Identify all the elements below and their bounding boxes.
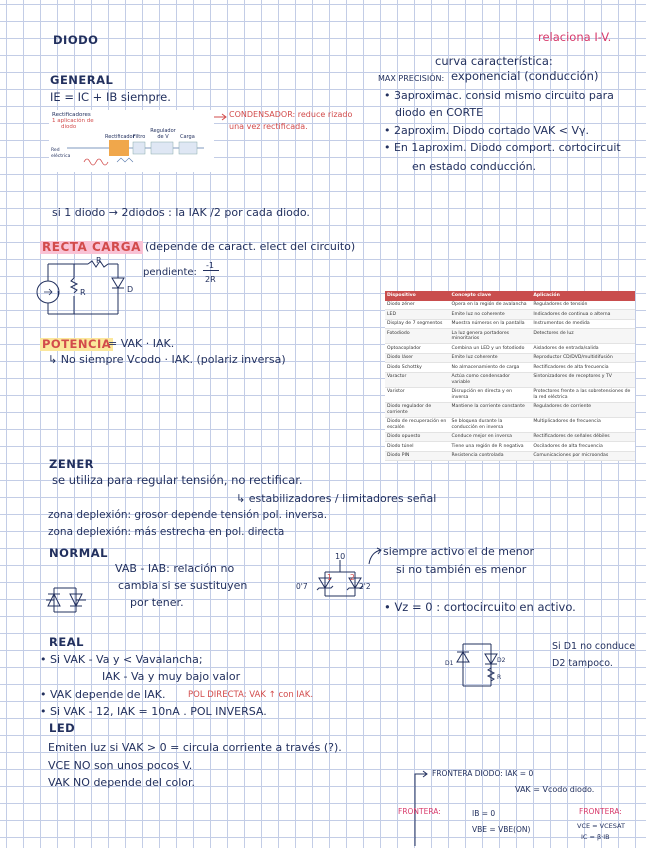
normal-line2: cambia si se sustituyen <box>118 579 248 592</box>
diagram-title-3: diodo <box>61 124 77 130</box>
cell-concept: Disrupción en directa y en inversa <box>450 387 532 402</box>
normal-arrow-note-2: si no también es menor <box>396 563 527 576</box>
cell-application: Indicadores de continua o alterna <box>531 310 635 320</box>
zener-line3: zona deplexión: grosor depende tensión pol. inversa. <box>48 509 328 521</box>
led-heading: LED <box>49 721 76 735</box>
power-heading: POTENCIA <box>42 337 112 351</box>
cell-application: Multiplicadores de frecuencia <box>531 417 635 432</box>
page-title: DIODO <box>53 33 99 47</box>
zener-heading: ZENER <box>49 457 95 471</box>
slope-fraction-bar <box>203 270 219 271</box>
cell-application: Aisladores de entrada/salida <box>531 344 635 354</box>
cell-concept: Mantiene la corriente constante <box>450 402 532 417</box>
cell-application: Sintonizadores de receptores y TV <box>531 372 635 387</box>
approx1-line2: en estado conducción. <box>412 160 537 173</box>
slope-label: pendiente: <box>143 267 197 278</box>
cell-concept: Actúa como condensador variable <box>450 372 532 387</box>
curve-label: curva característica: <box>435 54 553 68</box>
table-row <box>385 417 635 432</box>
node-2-label: 2 <box>350 573 355 582</box>
table-header-application: Aplicación <box>531 291 635 301</box>
real-line4: • Si VAK - 12, IAK = 10nA . POL INVERSA. <box>40 705 267 718</box>
cell-concept: Conduce mejor en inversa <box>450 432 532 442</box>
vz-note: • Vz = 0 : cortocircuito en activo. <box>384 600 576 614</box>
block-regulador <box>151 142 173 154</box>
real-heading: REAL <box>49 635 84 649</box>
load-line-note: (depende de caract. elect del circuito) <box>145 240 356 253</box>
real-line2: IAK - Va y muy bajo valor <box>102 670 241 683</box>
diagram-title-2: 1 aplicación de <box>52 118 94 124</box>
r-label: R <box>497 674 502 681</box>
cell-device: Diodo láser <box>385 353 450 363</box>
antiparallel-diodes-symbol <box>46 580 106 620</box>
condenser-note-line1: CONDENSADOR: reduce rizado <box>229 110 353 119</box>
block-label-regulador: Regulador de V <box>150 128 176 140</box>
cell-concept: Muestra números en la pantalla <box>450 319 532 329</box>
table-row <box>385 310 635 320</box>
diagram-blocks <box>49 110 214 172</box>
cell-device: Optoacoplador <box>385 344 450 354</box>
table-row <box>385 387 635 402</box>
table-row <box>385 344 635 354</box>
approx1-line1: • En 1aproxim. Diodo comport. cortocircuit <box>384 141 621 154</box>
cell-application: Reguladores de tensión <box>531 301 635 310</box>
cell-concept: Emite luz no coherente <box>450 310 532 320</box>
ib-equation: IB = 0 <box>472 809 496 818</box>
max-precision-value: exponencial (conducción) <box>451 69 599 83</box>
cell-concept: Combina un LED y un fotodiodo <box>450 344 532 354</box>
real-line1: • Si VAK - Va y < Vavalancha; <box>40 653 203 666</box>
diode-applications-table <box>385 291 635 461</box>
left-zener-voltage: 0'7 <box>296 582 308 591</box>
cell-application: Osciladores de alta frecuencia <box>531 442 635 452</box>
cell-concept: Resistencia controlada <box>450 451 532 461</box>
cell-device: Diodo túnel <box>385 442 450 452</box>
circuit-top-value: 10 <box>335 552 346 561</box>
cell-device: Diodo opuesto <box>385 432 450 442</box>
zener-line4: zona deplexión: más estrecha en pol. directa <box>48 526 285 538</box>
general-heading: GENERAL <box>50 73 114 87</box>
normal-heading: NORMAL <box>49 546 108 560</box>
circuit-label-source: I <box>57 290 60 299</box>
cell-device: Diodo Schottky <box>385 363 450 373</box>
cell-device: Display de 7 segmentos <box>385 319 450 329</box>
diagram-input-label: Red eléctrica <box>51 148 71 159</box>
diagram-title-1: Rectificadores <box>52 112 91 118</box>
circuit-label-diode: D <box>127 285 134 294</box>
condenser-note-line2: una vez rectificada. <box>229 122 308 131</box>
cell-device: Diodo zéner <box>385 301 450 310</box>
vbe-equation: VBE = VBE(ON) <box>472 825 531 834</box>
cell-application: Rectificadores de alta frecuencia <box>531 363 635 373</box>
cell-concept: Emite luz coherente <box>450 353 532 363</box>
general-formula: IE = IC + IB siempre. <box>50 90 171 104</box>
block-label-rectificador: Rectificador <box>105 134 135 140</box>
cell-application: Reguladores de corriente <box>531 402 635 417</box>
frontier-1: FRONTERA: <box>398 807 441 816</box>
table-row <box>385 329 635 344</box>
cell-concept: No almacenamiento de carga <box>450 363 532 373</box>
cell-application: Reproductor CD/DVD/multidifusión <box>531 353 635 363</box>
block-label-carga: Carga <box>180 134 195 140</box>
slope-denominator: 2R <box>205 275 216 284</box>
circuit-label-r2: R <box>80 288 86 297</box>
circuit-label-r1: R <box>96 256 102 265</box>
two-diodes-note: si 1 diodo → 2diodos : la IAK /2 por cada diodo. <box>52 206 310 219</box>
cell-device: LED <box>385 310 450 320</box>
table-row <box>385 363 635 373</box>
max-precision-label: MAX PRECISIÓN: <box>378 74 445 83</box>
cell-application: Detectores de luz <box>531 329 635 344</box>
block-label-filtro: Filtro <box>133 134 146 140</box>
cell-concept: Se bloquea durante la conducción en inversa <box>450 417 532 432</box>
block-carga <box>179 142 197 154</box>
table-header-device: Dispositivo <box>385 291 450 301</box>
real-line3a: • VAK depende de IAK. <box>40 688 166 701</box>
approx3-line2: diodo en CORTE <box>395 106 484 119</box>
table-row <box>385 451 635 461</box>
vce-equation: VCE = VCESAT <box>577 822 625 830</box>
led-line3: VAK NO depende del color. <box>48 776 196 789</box>
real-side-note-2: D2 tampoco. <box>552 658 613 669</box>
led-line1: Emiten luz si VAK > 0 = circula corriente a través (?). <box>48 741 342 754</box>
cell-application: Rectificadores de señales débiles <box>531 432 635 442</box>
cell-device: Diodo de recuperación en escalón <box>385 417 450 432</box>
zener-line1: se utiliza para regular tensión, no rectificar. <box>52 473 303 487</box>
table-row <box>385 372 635 387</box>
zener-line2: ↳ estabilizadores / limitadores señal <box>236 492 437 505</box>
led-line2: VCE NO son unos pocos V. <box>48 759 193 772</box>
cell-device: Varistor <box>385 387 450 402</box>
cell-application: Comunicaciones por microondas <box>531 451 635 461</box>
vak-equation: VAK = Vcodo diodo. <box>515 785 595 794</box>
power-note: ↳ No siempre Vcodo · IAK. (polariz inversa) <box>48 353 286 366</box>
cell-device: Fotodiodo <box>385 329 450 344</box>
cell-device: Diodo regulador de corriente <box>385 402 450 417</box>
table-row <box>385 301 635 310</box>
table-row <box>385 432 635 442</box>
d2-label: D2 <box>497 657 506 664</box>
cell-concept: La luz genera portadores minoritarios <box>450 329 532 344</box>
cell-application: Instrumentos de medida <box>531 319 635 329</box>
block-rectificador <box>109 140 129 156</box>
table-row <box>385 442 635 452</box>
ic-equation: IC = β·IB <box>581 833 610 841</box>
normal-line3: por tener. <box>130 596 184 609</box>
right-zener-voltage: 2'2 <box>359 582 371 591</box>
frontier-2: FRONTERA: <box>579 807 622 816</box>
table-row <box>385 319 635 329</box>
relation-note: relaciona I-V. <box>538 30 612 44</box>
approx3-line1: • 3aproximac. consid mismo circuito para <box>384 89 614 102</box>
normal-line1: VAB - IAB: relación no <box>115 562 235 575</box>
table-row <box>385 353 635 363</box>
real-side-note-1: Si D1 no conduce <box>552 641 636 652</box>
table-row <box>385 402 635 417</box>
load-line-heading: RECTA CARGA <box>42 240 141 254</box>
frontier-diode: FRONTERA DIODO: IAK = 0 <box>432 769 534 778</box>
table-header-concept: Concepto clave <box>450 291 532 301</box>
normal-arrow-note-1: siempre activo el de menor <box>383 545 534 558</box>
d1-label: D1 <box>445 660 454 667</box>
cell-concept: Opera en la región de avalancha <box>450 301 532 310</box>
cell-application: Protectores frente a las sobretensiones de la red eléctrica <box>531 387 635 402</box>
cell-device: Varactor <box>385 372 450 387</box>
power-formula: = VAK · IAK. <box>108 337 175 350</box>
block-filtro <box>133 142 145 154</box>
approx2: • 2aproxim. Diodo cortado VAK < Vγ. <box>384 124 589 137</box>
cell-concept: Tiene una región de R negativa <box>450 442 532 452</box>
cell-device: Diodo PIN <box>385 451 450 461</box>
node-1-label: 1 <box>327 573 332 582</box>
real-line3b: POL DIRECTA: VAK ↑ con IAK. <box>188 690 314 700</box>
rectifier-block-diagram <box>49 110 214 172</box>
slope-numerator: -1 <box>206 261 214 270</box>
real-diodes-circuit <box>455 642 505 692</box>
